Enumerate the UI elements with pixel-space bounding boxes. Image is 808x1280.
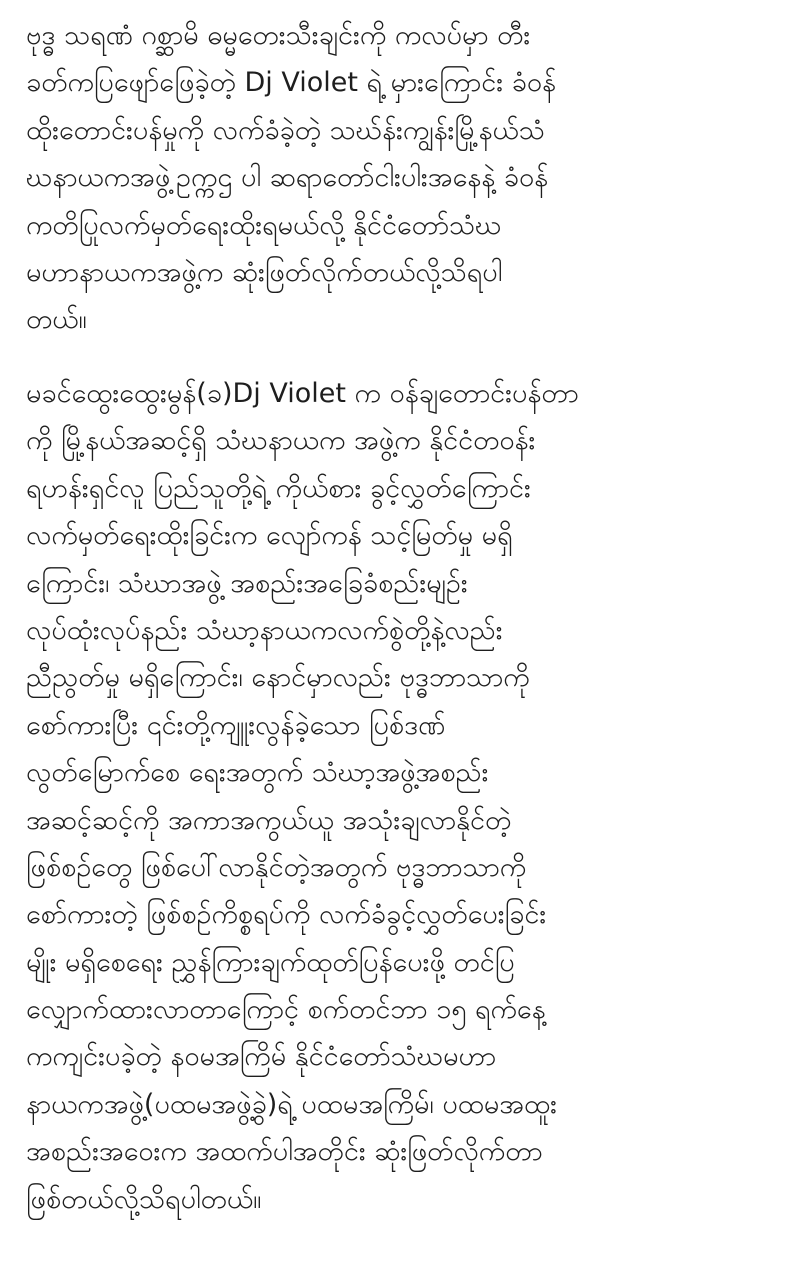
text-line: ဖြစ်စဉ်တွေ ဖြစ်ပေါ်လာနိုင်တဲ့အတွက် ဗုဒ္ဓဘာသာကို	[26, 851, 527, 883]
text-line: ဖြစ်တယ်လို့သိရပါတယ်။	[26, 1183, 262, 1215]
text-line: လွတ်မြောက်စေ ရေးအတွက် သံဃာ့အဖွဲ့အစည်း	[26, 757, 489, 789]
text-line: ကတိပြုလက်မှတ်ရေးထိုးရမယ်လို့ နိုင်ငံတော်သံဃ	[26, 209, 502, 241]
text-line: ဗုဒ္ဓ သရဏံ ဂစ္ဆာမိ ဓမ္မတေးသီးချင်းကို ကလပ်မှာ တီး	[26, 20, 531, 51]
text-line: တယ်။	[26, 304, 87, 336]
text-line: ကကျင်းပခဲ့တဲ့ နဝမအကြိမ် နိုင်ငံတော်သံဃမဟာ	[26, 1041, 497, 1073]
paragraph-1	[26, 12, 796, 344]
paragraph-2	[26, 370, 796, 1223]
text-line: လုပ်ထုံးလုပ်နည်း သံဃာ့နာယကလက်စွဲတို့နဲ့လည်း	[26, 614, 503, 646]
text-line: စော်ကားပြီး ၎င်းတို့ကျူးလွန်ခဲ့သော ပြစ်ဒဏ်	[26, 709, 446, 741]
text-line: အဆင့်ဆင့်ကို အကာအကွယ်ယူ အသုံးချလာနိုင်တဲ့	[26, 804, 512, 836]
text-line: မျိုး မရှိစေရေး ညွှန်ကြားချက်ထုတ်ပြန်ပေးဖို့ တင်ပြ	[26, 946, 515, 978]
text-line: မခင်ထွေးထွေးမွန်(ခ)Dj Violet က ဝန်ချတောင်းပန်တာ	[26, 378, 579, 409]
text-line: မဟာနာယကအဖွဲ့က ဆုံးဖြတ်လိုက်တယ်လို့သိရပါ	[26, 256, 503, 288]
text-line: ရဟန်းရှင်လူ ပြည်သူတို့ရဲ့ ကိုယ်စား ခွင့်လွှတ်ကြောင်း	[26, 472, 531, 504]
text-line: ကို မြို့နယ်အဆင့်ရှိ သံဃနာယက အဖွဲ့က နိုင်ငံတဝန်း	[26, 425, 536, 457]
text-line: အစည်းအဝေးက အထက်ပါအတိုင်း ဆုံးဖြတ်လိုက်တာ	[26, 1136, 543, 1168]
text-line: စော်ကားတဲ့ ဖြစ်စဉ်ကိစ္စရပ်ကို လက်ခံခွင့်လွှတ်ပေးခြင်း	[26, 899, 547, 931]
text-line: နာယကအဖွဲ့(ပထမအဖွဲ့ခွဲ)ရဲ့ ပထမအကြိမ်၊ ပထမအထူး	[26, 1088, 558, 1120]
text-line: ကြောင်း၊ သံဃာအဖွဲ့ အစည်းအခြေခံစည်းမျဉ်း	[26, 567, 468, 599]
text-line: လျှောက်ထားလာတာကြောင့် စက်တင်ဘာ ၁၅ ရက်နေ့	[26, 994, 546, 1026]
text-line: ထိုးတောင်းပန်မှုကို လက်ခံခဲ့တဲ့ သဃ်န်းကျွန်းမြို့နယ်သံ	[26, 114, 545, 146]
text-line: ခတ်ကပြဖျော်ဖြေခဲ့တဲ့ Dj Violet ရဲ့ မှားကြောင်း ခံဝန်	[26, 67, 556, 99]
text-line: လက်မှတ်ရေးထိုးခြင်းက လျော်ကန် သင့်မြတ်မှု မရှိ	[26, 520, 513, 552]
text-line: ညီညွတ်မှု မရှိကြောင်း၊ နောင်မှာလည်း ဗုဒ္ဓဘာသာကို	[26, 662, 530, 694]
text-line: ဃနာယကအဖွဲ့ဥက္ကဌ ပါ ဆရာတော်ငါးပါးအနေနဲ့ ခံဝန်	[26, 162, 549, 194]
